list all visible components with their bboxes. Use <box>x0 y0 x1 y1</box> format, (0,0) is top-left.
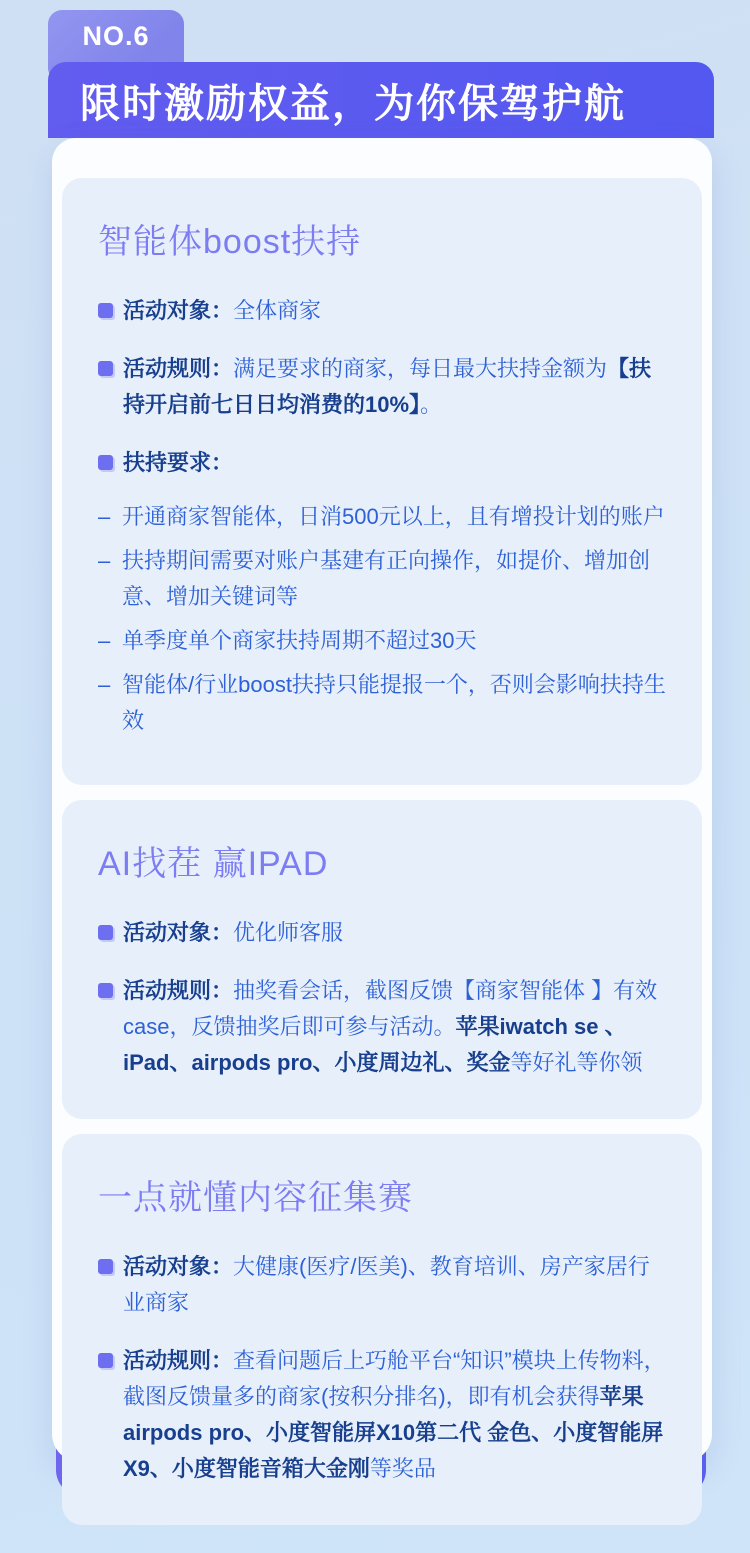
bullet-text <box>123 1343 668 1487</box>
bullet-text <box>123 293 321 329</box>
bullet-text <box>123 1249 668 1321</box>
bullet-item-rules <box>98 1343 668 1487</box>
item-label: 活动规则： <box>123 356 234 381</box>
item-value: 全体商家 <box>233 298 322 323</box>
section-content-collection <box>62 1134 702 1525</box>
bullet-item-rules <box>98 351 668 423</box>
square-bullet-icon <box>98 455 113 470</box>
requirement-item <box>98 543 668 615</box>
item-value: 抽奖看会话，截图反馈【商家智能体 】有效case，反馈抽奖后即可参与活动。 <box>123 978 658 1039</box>
requirement-text: 智能体/行业boost扶持只能提报一个，否则会影响扶持生效 <box>122 672 666 733</box>
square-bullet-icon <box>98 925 113 940</box>
item-label: 活动规则： <box>123 1348 234 1373</box>
item-tail: 等奖品 <box>369 1456 436 1481</box>
item-label: 扶持要求： <box>123 450 234 475</box>
requirement-text: 扶持期间需要对账户基建有正向操作，如提价、增加创意、增加关键词等 <box>122 548 651 609</box>
bullet-text <box>123 351 668 423</box>
bullet-text <box>123 445 233 481</box>
item-label: 活动对象： <box>123 920 234 945</box>
bullet-text <box>123 915 343 951</box>
square-bullet-icon <box>98 1259 113 1274</box>
item-tail: 等好礼等你领 <box>510 1050 643 1075</box>
section-title: AI找茬 赢IPAD <box>98 845 329 883</box>
section-title: 一点就懂内容征集赛 <box>98 1179 413 1217</box>
page-title-banner <box>48 62 714 138</box>
square-bullet-icon <box>98 1353 113 1368</box>
bullet-item-rules <box>98 973 668 1081</box>
item-value: 查看问题后上巧舱平台“知识”模块上传物料，截图反馈量多的商家(按积分排名)，即有机会获得 <box>123 1348 666 1409</box>
square-bullet-icon <box>98 361 113 376</box>
item-value: 优化师客服 <box>233 920 344 945</box>
bullet-item-audience <box>98 1249 668 1321</box>
square-bullet-icon <box>98 983 113 998</box>
requirement-list <box>98 499 668 739</box>
bullet-item-requirements <box>98 445 668 481</box>
dash-bullet: – <box>98 504 111 529</box>
requirement-item <box>98 667 668 739</box>
bullet-text <box>123 973 668 1081</box>
requirement-item <box>98 623 668 659</box>
item-value: 大健康(医疗/医美)、教育培训、房产家居行业商家 <box>123 1254 650 1315</box>
dash-bullet: – <box>98 548 111 573</box>
item-label: 活动对象： <box>123 298 234 323</box>
dash-bullet: – <box>98 628 111 653</box>
item-label: 活动对象： <box>123 1254 234 1279</box>
item-tail: 。 <box>420 392 443 417</box>
square-bullet-icon <box>98 303 113 318</box>
section-ai-contest <box>62 800 702 1119</box>
item-highlight: 苹果iwatch se 、iPad、airpods pro、小度周边礼、奖金 <box>123 1014 627 1075</box>
bullet-item-audience <box>98 293 668 329</box>
requirement-text: 开通商家智能体，日消500元以上，且有增投计划的账户 <box>122 504 665 529</box>
content-card <box>52 138 712 1481</box>
item-value: 满足要求的商家，每日最大扶持金额为 <box>233 356 608 381</box>
requirement-item <box>98 499 668 535</box>
dash-bullet: – <box>98 672 111 697</box>
section-boost-support <box>62 178 702 785</box>
requirement-text: 单季度单个商家扶持周期不超过30天 <box>122 628 477 653</box>
bullet-item-audience <box>98 915 668 951</box>
page-title: 限时激励权益，为你保驾护航 <box>80 81 626 126</box>
section-title: 智能体boost扶持 <box>98 223 362 261</box>
item-highlight: 苹果airpods pro、小度智能屏X10第二代 金色、小度智能屏X9、小度智能音箱大金刚 <box>123 1384 664 1481</box>
item-label: 活动规则： <box>123 978 234 1003</box>
item-highlight: 【扶持开启前七日日均消费的10%】 <box>123 356 652 417</box>
badge-label: NO.6 <box>82 21 150 51</box>
